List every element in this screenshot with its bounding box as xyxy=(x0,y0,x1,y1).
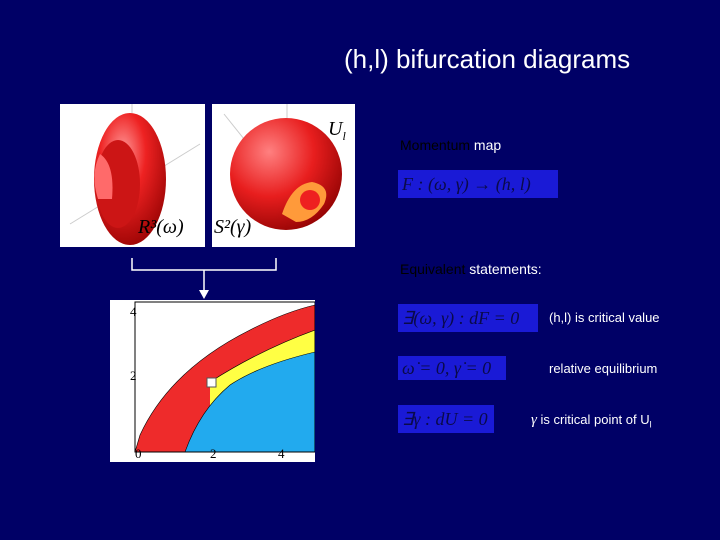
slide-title: (h,l) bifurcation diagrams xyxy=(344,44,631,74)
statement-2-formula: ω̇ = 0, γ̇ = 0 xyxy=(398,356,506,380)
x-tick-4: 4 xyxy=(278,446,285,461)
plot-svg xyxy=(110,300,315,462)
y-tick-4: 4 xyxy=(130,304,137,319)
momentum-formula: F : (ω, γ) → (h, l) xyxy=(398,170,558,198)
statement-3-text: γ is critical point of $U_l$ xyxy=(531,412,652,430)
statement-1-text: (h,l) is critical value xyxy=(549,310,660,325)
y-tick-2: 2 xyxy=(130,368,137,383)
equivalent-heading: Equivalent statements: xyxy=(400,261,542,277)
ul-label: $U_l$ xyxy=(328,118,346,143)
x-tick-0: 0 xyxy=(135,446,142,461)
statement-2-text: relative equilibrium xyxy=(549,361,658,376)
x-tick-2: 2 xyxy=(210,446,217,461)
bifurcation-plot xyxy=(110,300,315,462)
statement-1-formula: ∃(ω, γ) : dF = 0 xyxy=(398,304,538,332)
s2-figure xyxy=(212,104,355,247)
momentum-heading: Momentum map xyxy=(400,137,502,153)
critical-point-marker xyxy=(207,378,216,387)
statement-3-formula: ∃γ : dU = 0 xyxy=(398,405,494,433)
s2-label: S²(γ) xyxy=(214,216,252,238)
r3-label: R³(ω) xyxy=(138,216,184,238)
r3-figure xyxy=(60,104,205,247)
